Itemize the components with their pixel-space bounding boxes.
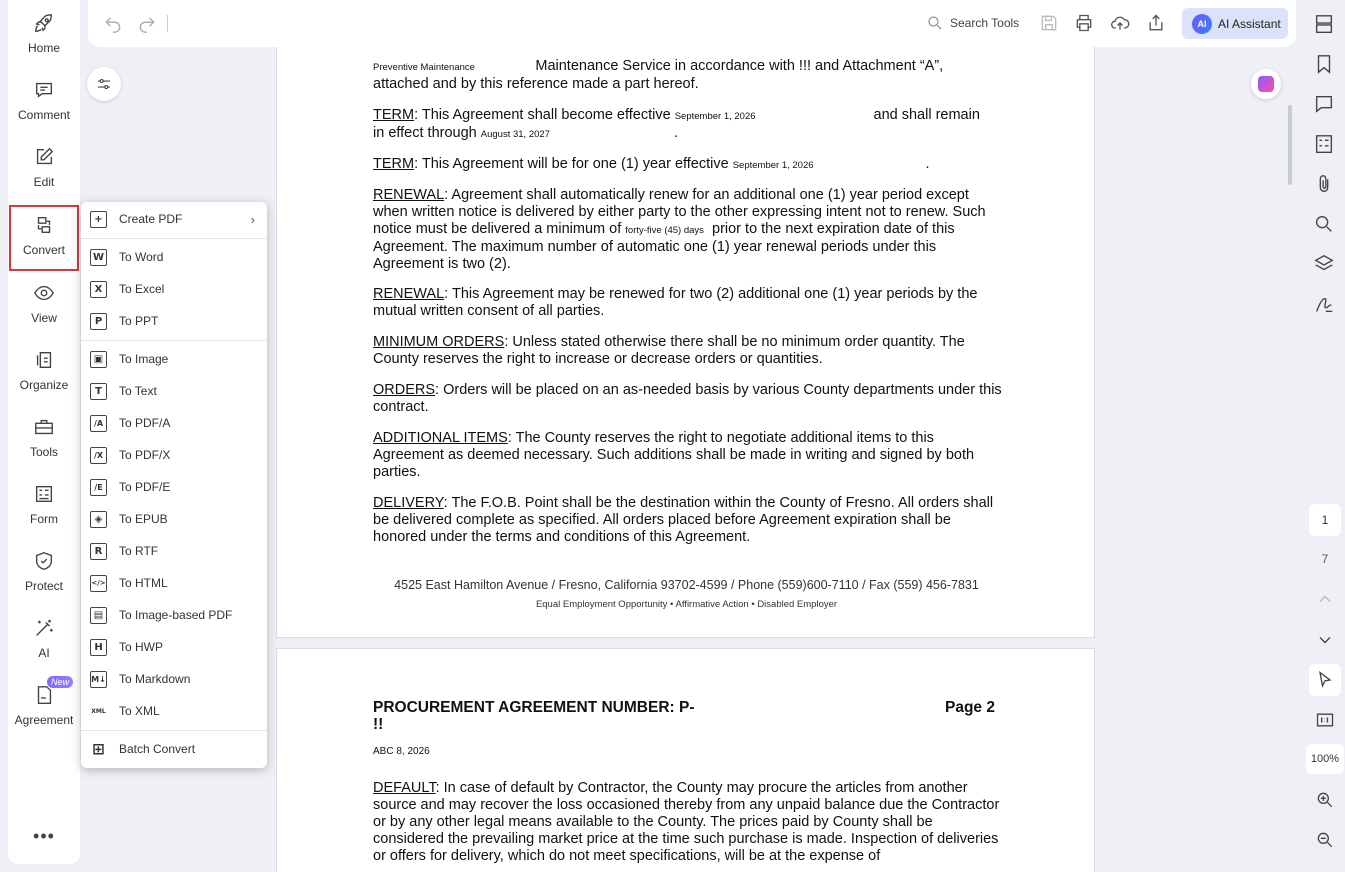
nav-form[interactable] [8, 471, 80, 533]
redo-button[interactable] [136, 12, 158, 34]
print-icon [1074, 13, 1094, 33]
menu-to-image-based-pdf[interactable] [81, 601, 267, 629]
nav-comment[interactable] [8, 67, 80, 129]
menu-to-hwp[interactable] [81, 633, 267, 661]
menu-to-image[interactable] [81, 345, 267, 373]
comment-icon [33, 79, 55, 101]
scrollbar-thumb[interactable] [1288, 105, 1292, 185]
nav-protect[interactable] [8, 538, 80, 600]
ai-logo-icon: AI [1192, 14, 1212, 34]
ppt-icon: P [90, 313, 107, 330]
menu-to-ppt[interactable] [81, 307, 267, 335]
cloud-upload-icon [1110, 13, 1130, 33]
menu-create-pdf[interactable] [81, 205, 267, 233]
xml-icon: XML [91, 707, 106, 715]
zoom-in-button[interactable] [1309, 784, 1341, 816]
layers-icon [1313, 253, 1335, 275]
menu-to-markdown[interactable] [81, 665, 267, 693]
left-navigation [8, 0, 80, 864]
form-icon [1313, 133, 1335, 155]
nav-tools-label: Tools [29, 445, 58, 459]
nav-home-label: Home [27, 41, 60, 55]
eye-icon [33, 282, 55, 304]
doc-paragraph-additional-items: ADDITIONAL ITEMS: The County reserves the right to negotiate additional items to this Agreement as deemed necessary. Such additions shall be made in writing and signed by both parties. [373, 430, 975, 480]
menu-to-text-label: To Text [119, 384, 157, 398]
markdown-icon: M↓ [90, 671, 107, 688]
ai-assistant-label: AI Assistant [1218, 16, 1281, 31]
chevron-down-icon [1315, 630, 1335, 650]
pdf-page-2 [276, 648, 1095, 872]
zoom-out-button[interactable] [1309, 824, 1341, 856]
menu-to-html[interactable] [81, 569, 267, 597]
shield-icon [33, 550, 55, 572]
search-icon [1313, 213, 1335, 235]
bookmark-button[interactable] [1313, 53, 1335, 75]
zoom-level[interactable]: 100% [1306, 744, 1344, 774]
doc-page-2-title: PROCUREMENT AGREEMENT NUMBER: P- !! [373, 699, 695, 733]
filter-settings-button[interactable] [87, 67, 121, 101]
menu-to-pdfe-label: To PDF/E [119, 480, 171, 494]
nav-edit-label: Edit [33, 175, 55, 189]
actual-size-button[interactable] [1309, 704, 1341, 736]
menu-to-html-label: To HTML [119, 576, 168, 590]
menu-to-excel[interactable] [81, 275, 267, 303]
nav-agreement[interactable] [8, 672, 80, 734]
top-toolbar [88, 0, 1296, 47]
cursor-arrow-icon [1315, 670, 1335, 690]
doc-paragraph-term-1: TERM: This Agreement shall become effective September 1, 2026 and shall remain in effect through August 31, 2027 . [373, 107, 980, 141]
nav-form-label: Form [30, 512, 58, 526]
menu-to-epub-label: To EPUB [119, 512, 168, 526]
menu-to-pdfa[interactable] [81, 409, 267, 437]
search-panel-button[interactable] [1313, 213, 1335, 235]
menu-to-epub[interactable] [81, 505, 267, 533]
save-button[interactable] [1038, 12, 1060, 34]
zoom-out-icon [1315, 830, 1335, 850]
save-icon [1039, 13, 1059, 33]
redo-icon [137, 13, 157, 33]
image-icon: ▣ [90, 351, 107, 368]
organize-icon [33, 349, 55, 371]
hwp-icon: H [90, 639, 107, 656]
nav-agreement-label: Agreement [14, 713, 74, 727]
total-pages: 7 [1321, 552, 1329, 566]
menu-to-pdfx[interactable] [81, 441, 267, 469]
comments-panel-button[interactable] [1313, 93, 1335, 115]
menu-divider [81, 238, 267, 239]
menu-to-image-label: To Image [119, 352, 169, 366]
share-button[interactable] [1145, 12, 1167, 34]
actual-size-icon [1315, 710, 1335, 730]
text-icon: T [90, 383, 107, 400]
nav-view[interactable] [8, 270, 80, 332]
menu-to-rtf[interactable] [81, 537, 267, 565]
bookmark-icon [1313, 53, 1335, 75]
menu-to-xml[interactable] [81, 697, 267, 725]
form-fields-button[interactable] [1313, 133, 1335, 155]
signature-button[interactable] [1313, 293, 1335, 315]
share-icon [1146, 13, 1166, 33]
previous-page-button[interactable] [1309, 583, 1341, 615]
doc-paragraph-renewal-1: RENEWAL: Agreement shall automatically renew for an additional one (1) year period except when written notice is delivered by either party to the other expressing intent not to renew. Such notice must be delivered a minimum of forty-five (45) days prior to the next expiration date of this Agreement. The maximum number of automatic one (1) year renewal periods under this Agreement is two (2). [373, 187, 986, 272]
doc-page-number: Page 2 [945, 699, 995, 716]
nav-convert-label: Convert [22, 243, 66, 257]
upload-cloud-button[interactable] [1109, 12, 1131, 34]
image-based-pdf-icon: ▤ [90, 607, 107, 624]
excel-icon: X [90, 281, 107, 298]
nav-ai-label: AI [38, 646, 50, 660]
undo-button[interactable] [102, 12, 124, 34]
select-tool-button[interactable] [1309, 664, 1341, 696]
doc-paragraph-orders: ORDERS: Orders will be placed on an as-needed basis by various County departments under this contract. [373, 382, 1002, 415]
more-button[interactable]: ••• [33, 826, 55, 846]
document-viewport[interactable] [276, 47, 1095, 872]
new-badge: New [47, 676, 73, 688]
search-icon [926, 14, 944, 32]
convert-icon [33, 214, 55, 236]
menu-to-word-label: To Word [119, 250, 164, 264]
attachments-button[interactable] [1313, 173, 1335, 195]
rtf-icon: R [90, 543, 107, 560]
zoom-in-icon [1315, 790, 1335, 810]
menu-to-text[interactable] [81, 377, 267, 405]
floating-app-button[interactable] [1251, 69, 1281, 99]
nav-ai[interactable] [8, 605, 80, 667]
menu-to-pdfa-label: To PDF/A [119, 416, 171, 430]
toolbar-divider [167, 15, 168, 32]
nav-tools[interactable] [8, 404, 80, 466]
magic-wand-icon [33, 617, 55, 639]
menu-divider [81, 730, 267, 731]
convert-menu [81, 202, 267, 768]
rocket-icon [33, 12, 55, 34]
menu-to-image-based-pdf-label: To Image-based PDF [119, 608, 233, 622]
doc-footer-eeo: Equal Employment Opportunity • Affirmative Action • Disabled Employer [535, 599, 838, 610]
layers-button[interactable] [1313, 253, 1335, 275]
thumbnails-button[interactable] [1313, 13, 1335, 35]
nav-organize-label: Organize [19, 378, 69, 392]
paperclip-icon [1313, 173, 1335, 195]
menu-create-pdf-label: Create PDF [119, 212, 183, 226]
nav-comment-label: Comment [17, 108, 70, 122]
doc-paragraph-term-2: TERM: This Agreement will be for one (1) year effective September 1, 2026 . [373, 156, 930, 172]
ai-assistant-button[interactable] [1182, 8, 1288, 39]
form-icon [33, 483, 55, 505]
menu-to-hwp-label: To HWP [119, 640, 164, 654]
menu-to-word[interactable] [81, 243, 267, 271]
doc-paragraph-delivery: DELIVERY: The F.O.B. Point shall be the destination within the County of Fresno. All orders shall be delivered complete as specified. All orders placed before Agreement expiration shall be honored under the terms and conditions of this Agreement. [373, 495, 994, 545]
doc-paragraph-minimum-orders: MINIMUM ORDERS: Unless stated otherwise there shall be no minimum order quantity. The County reserves the right to increase or decrease orders or quantities. [373, 334, 965, 367]
search-tools[interactable] [926, 14, 1019, 32]
menu-to-pdfe[interactable] [81, 473, 267, 501]
word-icon: W [90, 249, 107, 266]
doc-page-2-sub: ABC 8, 2026 [373, 746, 430, 757]
panel-layout-icon [1313, 13, 1335, 35]
nav-convert[interactable] [9, 205, 79, 271]
menu-to-ppt-label: To PPT [119, 314, 159, 328]
right-panel [1300, 0, 1345, 872]
menu-to-excel-label: To Excel [119, 282, 165, 296]
nav-home[interactable] [8, 0, 80, 62]
menu-to-markdown-label: To Markdown [119, 672, 191, 686]
undo-icon [103, 13, 123, 33]
comment-icon [1313, 93, 1335, 115]
nav-edit[interactable] [8, 134, 80, 196]
menu-to-xml-label: To XML [119, 704, 160, 718]
pdfa-icon: /A [90, 415, 107, 432]
doc-paragraph-renewal-2: RENEWAL: This Agreement may be renewed for two (2) additional one (1) year periods by the mutual written consent of all parties. [373, 286, 978, 319]
menu-batch-convert-label: Batch Convert [119, 742, 196, 756]
pdf-page-1 [276, 47, 1095, 638]
app-logo-icon [1258, 76, 1274, 92]
pdfx-icon: /X [90, 447, 107, 464]
chevron-right-icon: › [250, 211, 255, 227]
menu-divider [81, 340, 267, 341]
doc-footer-address: 4525 East Hamilton Avenue / Fresno, California 93702-4599 / Phone (559)600-7110 / Fax (559) 456-7831 [394, 578, 979, 592]
print-button[interactable] [1073, 12, 1095, 34]
menu-batch-convert[interactable] [81, 735, 267, 763]
search-tools-label: Search Tools [950, 16, 1020, 30]
doc-paragraph: Preventive Maintenance Maintenance Service in accordance with !!! and Attachment “A”, attached and by this reference made a part hereof. [373, 58, 944, 92]
current-page-input[interactable]: 1 [1309, 504, 1341, 536]
batch-convert-icon: ⊞ [92, 740, 105, 758]
create-pdf-icon: + [90, 211, 107, 228]
nav-protect-label: Protect [24, 579, 63, 593]
nav-organize[interactable] [8, 337, 80, 399]
sliders-icon [95, 75, 113, 93]
toolbox-icon [33, 416, 55, 438]
doc-paragraph-default: DEFAULT: In case of default by Contractor, the County may procure the articles from another source and may recover the loss occasioned thereby from any unpaid balance due the Contractor or by any other legal means available to the County. The prices paid by County shall be considered the prevailing market price at the time such purchase is made. Inspection of deliveries or offers for delivery, which do not meet specifications, will be at the expense of [373, 780, 1000, 864]
next-page-button[interactable] [1309, 624, 1341, 656]
edit-icon [33, 146, 55, 168]
html-icon: </> [90, 575, 107, 592]
nav-view-label: View [31, 311, 57, 325]
chevron-up-icon [1315, 589, 1335, 609]
signature-pen-icon [1313, 293, 1335, 315]
pdfe-icon: /E [90, 479, 107, 496]
menu-to-rtf-label: To RTF [119, 544, 159, 558]
menu-to-pdfx-label: To PDF/X [119, 448, 171, 462]
epub-icon: ◈ [90, 511, 107, 528]
